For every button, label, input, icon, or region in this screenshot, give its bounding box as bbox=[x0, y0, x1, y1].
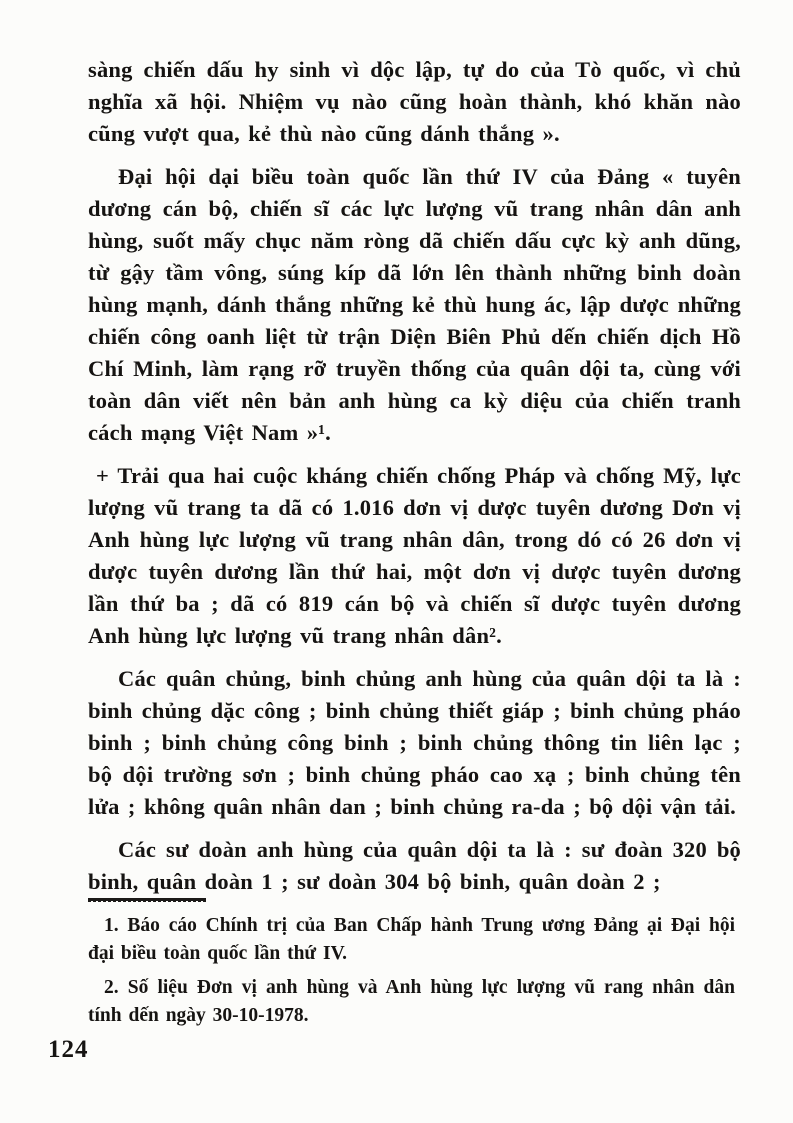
paragraph-hero-divisions-list: Các sư doàn anh hùng của quân dội ta là : sư đoàn 320 bộ binh, quân doàn 1 ; sư doàn 304 bộ binh, quân doàn 2 ; bbox=[88, 837, 741, 894]
footnote-divider bbox=[88, 898, 206, 902]
paragraph-party-congress-quote: Đại hội dại biều toàn quốc lần thứ IV của Đảng « tuyên dương cán bộ, chiến sĩ các lực lượng vũ trang nhân dân anh hùng, suốt mấy chục năm ròng dã chiến dấu cực kỳ anh dũng, từ gậy tầm vông, súng kíp dã lớn lên thành những binh doàn hùng mạnh, dánh thắng những kẻ thù hung ác, lập dược những chiến công oanh liệt từ trận Diện Biên Phủ dến chiến dịch Hồ Chí Minh, làm rạng rỡ truyền thống của quân dội ta, cùng với toàn dân viết nên bản anh hùng ca kỳ diệu của chiến tranh cách mạng Việt Nam »¹. bbox=[88, 164, 741, 445]
paragraph-hero-branches-list: Các quân chủng, binh chủng anh hùng của quân dội ta là : binh chủng dặc công ; binh chủng thiết giáp ; binh chủng pháo binh ; binh chủng công binh ; binh chủng thông tin liên lạc ; bộ dội trường sơn ; binh chủng pháo cao xạ ; binh chủng tên lửa ; không quân nhân dan ; binh chủng ra-da ; bộ dội vận tải. bbox=[88, 666, 741, 819]
page-number: 124 bbox=[48, 1036, 89, 1063]
footnotes-block bbox=[88, 898, 735, 1036]
paragraph-continuation: sàng chiến dấu hy sinh vì dộc lập, tự do của Tò quốc, vì chủ nghĩa xã hội. Nhiệm vụ nào cũng hoàn thành, khó khăn nào cũng vượt qua, kẻ thù nào cũng dánh thắng ». bbox=[88, 57, 741, 146]
footnote-2: 2. Số liệu Đơn vị anh hùng và Anh hùng lực lượng vũ rang nhân dân tính dến ngày 30-10-1978. bbox=[88, 977, 735, 1026]
footnote-1: 1. Báo cáo Chính trị của Ban Chấp hành Trung ương Đảng ại Đại hội đại biều toàn quốc lần thứ IV. bbox=[88, 915, 735, 964]
body-text-block bbox=[88, 54, 741, 909]
paragraph-hero-units-statistics: + Trải qua hai cuộc kháng chiến chống Pháp và chống Mỹ, lực lượng vũ trang ta dã có 1.016 dơn vị dược tuyên dương Dơn vị Anh hùng lực lượng vũ trang nhân dân, trong dó có 26 dơn vị dược tuyên dương lần thứ hai, một dơn vị dược tuyên dương lần thứ ba ; dã có 819 cán bộ và chiến sĩ dược tuyên dương Anh hùng lực lượng vũ trang nhân dân². bbox=[88, 463, 741, 648]
